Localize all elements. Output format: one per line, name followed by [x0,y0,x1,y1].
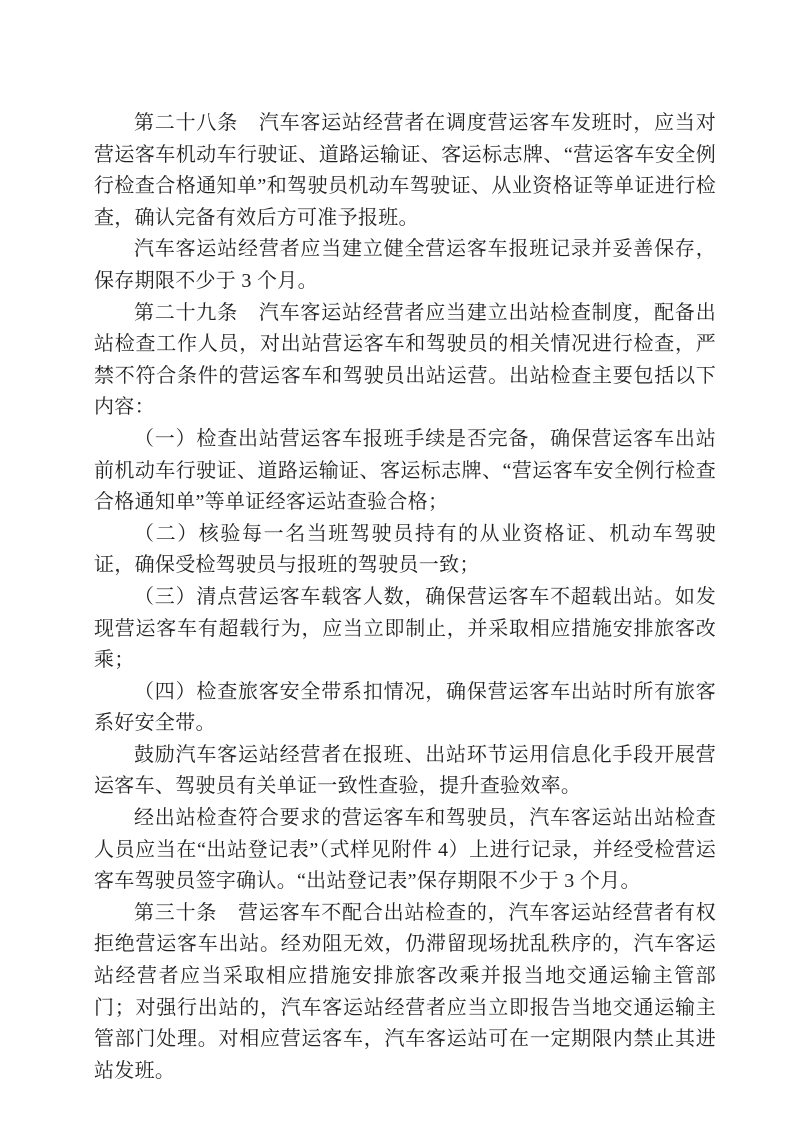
document-text-block [94,108,716,1087]
paragraph-article-29-item-3: （三）清点营运客车载客人数，确保营运客车不超载出站。如发现营运客车有超载行为，应当立即制止，并采取相应措施安排旅客改乘； [94,585,716,672]
paragraph-article-30: 第三十条 营运客车不配合出站检查的，汽车客运站经营者有权拒绝营运客车出站。经劝阻无效，仍滞留现场扰乱秩序的，汽车客运站经营者应当采取相应措施安排旅客改乘并报当地交通运输主管部门；对强行出站的，汽车客运站经营者应当立即报告当地交通运输主管部门处理。对相应营运客车，汽车客运站可在一定期限内禁止其进站发班。 [94,901,716,1082]
paragraph-article-29-item-2: （二）核验每一名当班驾驶员持有的从业资格证、机动车驾驶证，确保受检驾驶员与报班的驾驶员一致； [94,522,716,577]
paragraph-article-29-encourage: 鼓励汽车客运站经营者在报班、出站环节运用信息化手段开展营运客车、驾驶员有关单证一致性查验，提升查验效率。 [94,743,716,798]
paragraph-article-28: 第二十八条 汽车客运站经营者在调度营运客车发班时，应当对营运客车机动车行驶证、道路运输证、客运标志牌、“营运客车安全例行检查合格通知单”和驾驶员机动车驾驶证、从业资格证等单证进行检查，确认完备有效后方可准予报班。 [94,112,716,229]
paragraph-article-29: 第二十九条 汽车客运站经营者应当建立出站检查制度，配备出站检查工作人员，对出站营运客车和驾驶员的相关情况进行检查，严禁不符合条件的营运客车和驾驶员出站运营。出站检查主要包括以下内容： [94,301,716,419]
paragraph-article-29-item-4: （四）检查旅客安全带系扣情况，确保营运客车出站时所有旅客系好安全带。 [94,680,716,735]
paragraph-article-28-record-keeping: 汽车客运站经营者应当建立健全营运客车报班记录并妥善保存，保存期限不少于 3 个月。 [94,238,716,292]
paragraph-article-29-item-1: （一）检查出站营运客车报班手续是否完备，确保营运客车出站前机动车行驶证、道路运输证、客运标志牌、“营运客车安全例行检查合格通知单”等单证经客运站查验合格； [94,427,716,514]
paragraph-article-29-record: 经出站检查符合要求的营运客车和驾驶员，汽车客运站出站检查人员应当在“出站登记表”（式样见附件 4）上进行记录，并经受检营运客车驾驶员签字确认。“出站登记表”保存期限不少于 3 个月。 [94,807,716,893]
